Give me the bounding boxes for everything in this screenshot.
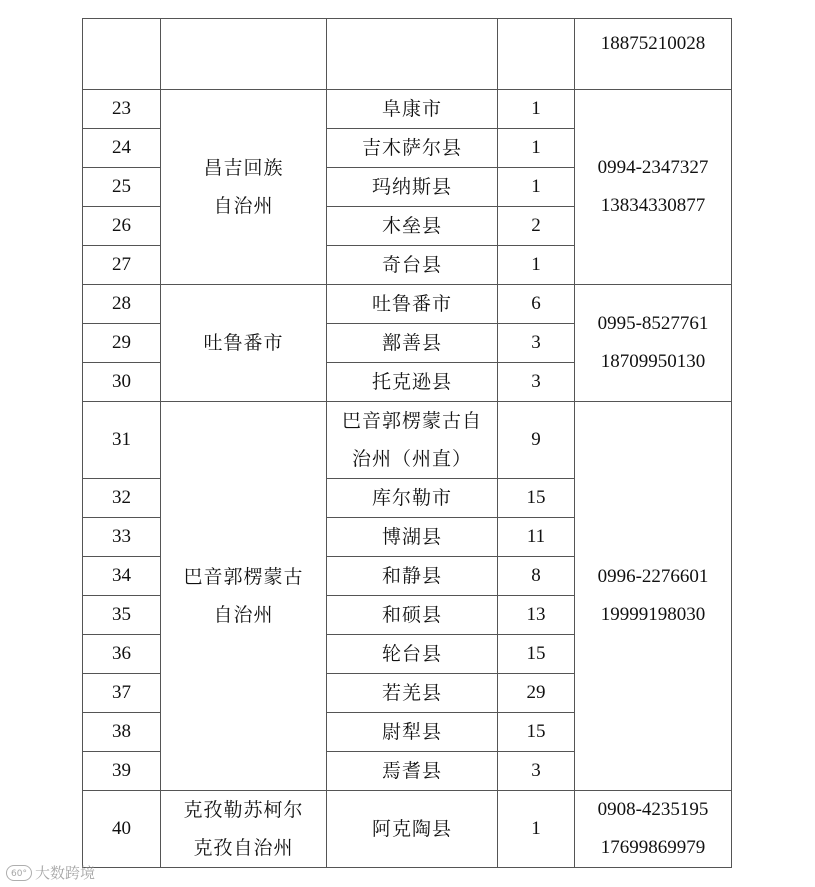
count-cell: 15	[498, 479, 575, 518]
index-cell: 34	[83, 557, 161, 596]
county-cell	[327, 129, 498, 168]
county-line: 博湖县	[381, 526, 442, 548]
count-cell: 3	[498, 752, 575, 791]
region-cell	[161, 791, 327, 868]
county-line: 吉木萨尔县	[361, 137, 462, 159]
county-cell	[327, 324, 498, 363]
county-cell	[327, 207, 498, 246]
count-cell: 2	[498, 207, 575, 246]
table-row	[83, 90, 732, 129]
index-cell: 35	[83, 596, 161, 635]
phone-cell	[575, 285, 732, 402]
region-cell	[161, 90, 327, 285]
table-row-continued	[83, 19, 732, 90]
county-cell	[327, 518, 498, 557]
county-line: 和硕县	[381, 604, 442, 626]
phone-cell	[575, 402, 732, 791]
index-cell: 30	[83, 363, 161, 402]
count-cell: 13	[498, 596, 575, 635]
table-row	[83, 285, 732, 324]
county-line: 巴音郭楞蒙古自	[341, 410, 482, 432]
watermark-logo-icon: 60°	[6, 865, 32, 881]
county-line: 轮台县	[381, 643, 442, 665]
index-cell: 33	[83, 518, 161, 557]
index-cell: 39	[83, 752, 161, 791]
count-cell: 6	[498, 285, 575, 324]
index-cell: 36	[83, 635, 161, 674]
region-line: 克孜勒苏柯尔	[183, 799, 304, 821]
county-line: 奇台县	[381, 254, 442, 276]
count-cell: 8	[498, 557, 575, 596]
county-line: 鄯善县	[381, 332, 442, 354]
county-cell	[327, 19, 498, 90]
phone-line: 0994-2347327	[597, 157, 709, 178]
region-line: 吐鲁番市	[203, 332, 284, 354]
index-cell	[83, 19, 161, 90]
county-line: 玛纳斯县	[371, 176, 452, 198]
county-line: 尉犁县	[381, 721, 442, 743]
phone-line: 0995-8527761	[597, 313, 709, 334]
watermark	[6, 862, 95, 883]
region-cell	[161, 402, 327, 791]
count-cell	[498, 19, 575, 90]
county-cell	[327, 596, 498, 635]
phone-line: 19999198030	[600, 604, 706, 625]
index-cell: 31	[83, 402, 161, 479]
county-line: 阿克陶县	[371, 818, 452, 840]
count-cell: 1	[498, 129, 575, 168]
county-line: 吐鲁番市	[371, 293, 452, 315]
phone-cell	[575, 90, 732, 285]
county-line: 木垒县	[381, 215, 442, 237]
region-line: 巴音郭楞蒙古	[183, 566, 304, 588]
recruitment-table	[82, 18, 732, 868]
county-cell	[327, 557, 498, 596]
region-cell	[161, 19, 327, 90]
phone-line: 17699869979	[600, 837, 706, 858]
phone-line: 0996-2276601	[597, 566, 709, 587]
phone-line: 18709950130	[600, 351, 706, 372]
region-line: 自治州	[213, 195, 274, 217]
county-line: 阜康市	[381, 98, 442, 120]
county-cell	[327, 402, 498, 479]
index-cell: 29	[83, 324, 161, 363]
county-cell	[327, 635, 498, 674]
county-line: 和静县	[381, 565, 442, 587]
count-cell: 3	[498, 363, 575, 402]
phone-cell	[575, 19, 732, 90]
county-line: 治州（州直）	[351, 448, 472, 470]
county-cell	[327, 90, 498, 129]
county-cell	[327, 713, 498, 752]
index-cell: 40	[83, 791, 161, 868]
county-line: 若羌县	[381, 682, 442, 704]
count-cell: 15	[498, 635, 575, 674]
index-cell: 24	[83, 129, 161, 168]
count-cell: 1	[498, 791, 575, 868]
county-cell	[327, 479, 498, 518]
county-cell	[327, 363, 498, 402]
county-line: 焉耆县	[381, 760, 442, 782]
count-cell: 1	[498, 246, 575, 285]
phone-cell	[575, 791, 732, 868]
region-line: 克孜自治州	[193, 837, 294, 859]
county-cell	[327, 168, 498, 207]
count-cell: 29	[498, 674, 575, 713]
count-cell: 1	[498, 90, 575, 129]
index-cell: 26	[83, 207, 161, 246]
county-line: 托克逊县	[371, 371, 452, 393]
count-cell: 9	[498, 402, 575, 479]
index-cell: 27	[83, 246, 161, 285]
index-cell: 23	[83, 90, 161, 129]
index-cell: 25	[83, 168, 161, 207]
index-cell: 32	[83, 479, 161, 518]
count-cell: 15	[498, 713, 575, 752]
index-cell: 38	[83, 713, 161, 752]
region-cell	[161, 285, 327, 402]
table-row	[83, 791, 732, 868]
table-row	[83, 402, 732, 479]
count-cell: 3	[498, 324, 575, 363]
count-cell: 11	[498, 518, 575, 557]
phone-line: 0908-4235195	[597, 799, 709, 820]
county-cell	[327, 674, 498, 713]
index-cell: 28	[83, 285, 161, 324]
index-cell: 37	[83, 674, 161, 713]
county-cell	[327, 791, 498, 868]
region-line: 昌吉回族	[203, 157, 284, 179]
count-cell: 1	[498, 168, 575, 207]
table-body	[83, 19, 732, 868]
county-line: 库尔勒市	[371, 487, 452, 509]
county-cell	[327, 285, 498, 324]
watermark-text: 大数跨境	[35, 864, 96, 882]
phone-line: 13834330877	[600, 195, 706, 216]
county-cell	[327, 752, 498, 791]
phone-line: 18875210028	[600, 33, 706, 54]
county-cell	[327, 246, 498, 285]
region-line: 自治州	[213, 604, 274, 626]
